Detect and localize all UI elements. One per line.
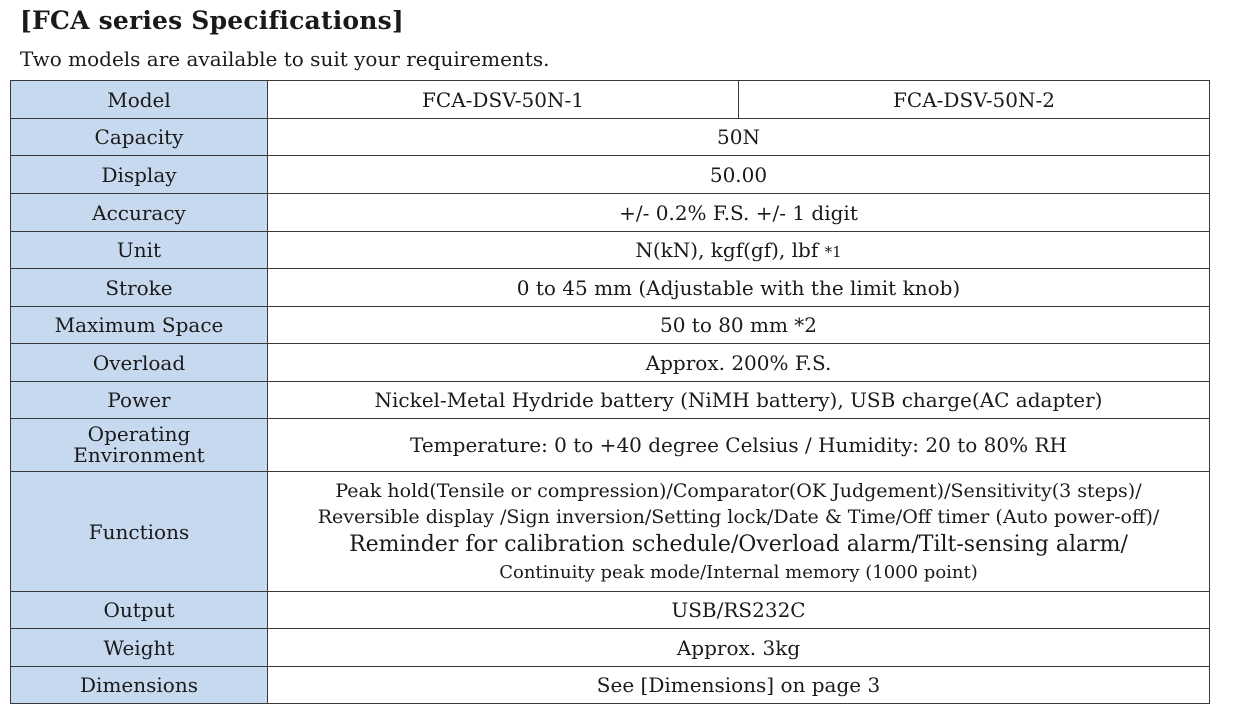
row-value-dimensions: See [Dimensions] on page 3 — [268, 667, 1210, 704]
row-label-dimensions: Dimensions — [11, 667, 268, 704]
functions-line-3: Reminder for calibration schedule/Overload alarm/Tilt-sensing alarm/ — [349, 532, 1128, 558]
row-label-unit: Unit — [11, 232, 268, 269]
spec-table — [10, 80, 1210, 704]
row-label-operating-environment — [11, 419, 268, 472]
table-row-functions — [11, 472, 1210, 592]
functions-line-4: Continuity peak mode/Internal memory (1000 point) — [499, 561, 978, 583]
row-label-output: Output — [11, 592, 268, 629]
label-line-operating: Operating — [87, 422, 191, 446]
row-label-weight: Weight — [11, 629, 268, 667]
table-row-dimensions — [11, 667, 1210, 704]
row-value-maximum-space: 50 to 80 mm *2 — [268, 307, 1210, 344]
row-value-unit — [268, 232, 1210, 269]
row-label-functions: Functions — [11, 472, 268, 592]
label-line-environment: Environment — [73, 443, 205, 467]
row-label-capacity: Capacity — [11, 119, 268, 156]
table-row-capacity — [11, 119, 1210, 156]
row-value-functions — [268, 472, 1210, 592]
page-title: [FCA series Specifications] — [20, 6, 404, 35]
row-label-stroke: Stroke — [11, 269, 268, 307]
row-label-accuracy: Accuracy — [11, 194, 268, 232]
row-value-operating-environment: Temperature: 0 to +40 degree Celsius / Humidity: 20 to 80% RH — [268, 419, 1210, 472]
row-value-display: 50.00 — [268, 156, 1210, 194]
row-value-output: USB/RS232C — [268, 592, 1210, 629]
unit-footnote: *1 — [824, 243, 842, 261]
table-row-accuracy — [11, 194, 1210, 232]
table-row-stroke — [11, 269, 1210, 307]
model-2-cell: FCA-DSV-50N-2 — [739, 81, 1210, 119]
row-value-power: Nickel-Metal Hydride battery (NiMH battery), USB charge(AC adapter) — [268, 382, 1210, 419]
row-value-accuracy: +/- 0.2% F.S. +/- 1 digit — [268, 194, 1210, 232]
table-row-display — [11, 156, 1210, 194]
page-subtitle: Two models are available to suit your requirements. — [20, 47, 550, 71]
model-1-cell: FCA-DSV-50N-1 — [268, 81, 739, 119]
row-label-overload: Overload — [11, 344, 268, 382]
table-row-weight — [11, 629, 1210, 667]
row-label-maximum-space: Maximum Space — [11, 307, 268, 344]
row-value-stroke: 0 to 45 mm (Adjustable with the limit knob) — [268, 269, 1210, 307]
table-row-unit — [11, 232, 1210, 269]
row-label-model: Model — [11, 81, 268, 119]
row-value-capacity: 50N — [268, 119, 1210, 156]
table-row-output — [11, 592, 1210, 629]
unit-value: N(kN), kgf(gf), lbf — [635, 238, 819, 262]
row-value-overload: Approx. 200% F.S. — [268, 344, 1210, 382]
table-row-maximum-space — [11, 307, 1210, 344]
table-row-power — [11, 382, 1210, 419]
row-label-power: Power — [11, 382, 268, 419]
row-label-display: Display — [11, 156, 268, 194]
functions-line-1: Peak hold(Tensile or compression)/Comparator(OK Judgement)/Sensitivity(3 steps)/ — [335, 479, 1142, 502]
table-row-overload — [11, 344, 1210, 382]
table-row-operating-environment — [11, 419, 1210, 472]
row-value-weight: Approx. 3kg — [268, 629, 1210, 667]
functions-line-2: Reversible display /Sign inversion/Setting lock/Date & Time/Off timer (Auto power-off)/ — [317, 505, 1160, 528]
table-row-model — [11, 81, 1210, 119]
